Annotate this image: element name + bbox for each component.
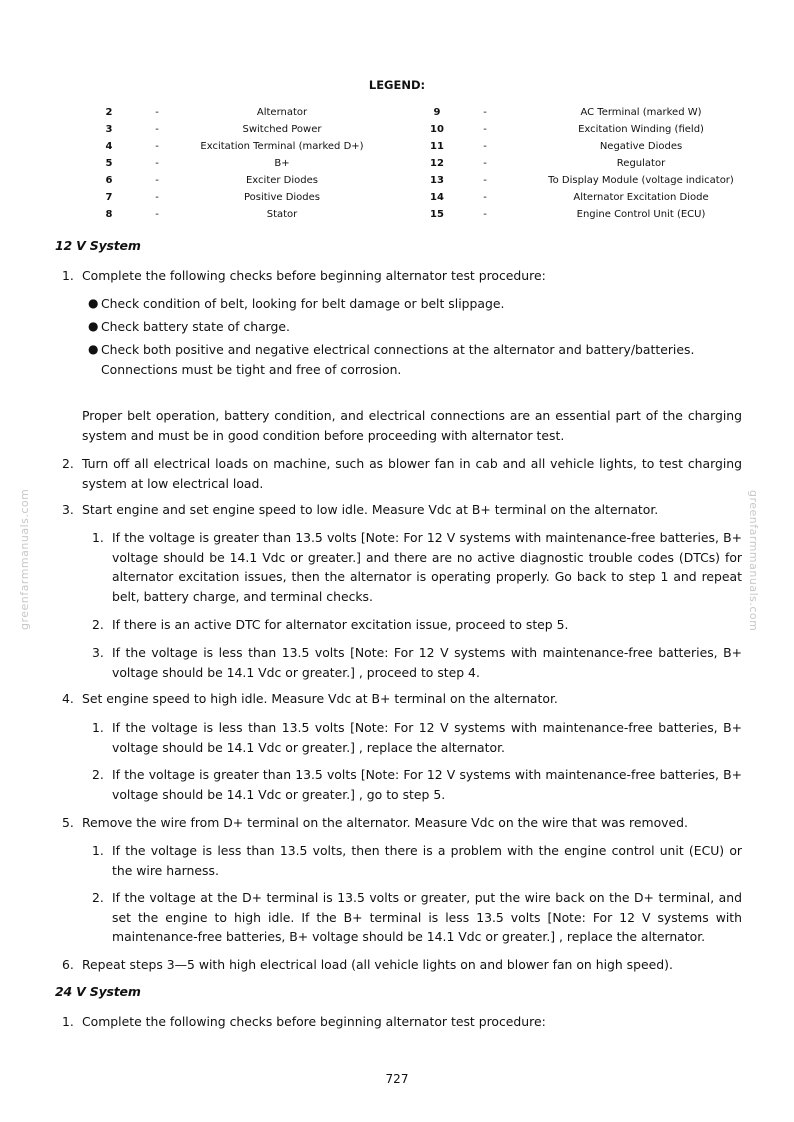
legend-gap — [380, 121, 416, 138]
legend-row — [88, 138, 770, 155]
legend-number: 7 — [105, 192, 113, 203]
legend-label: Alternator Excitation Diode — [573, 192, 709, 203]
legend-row — [88, 155, 770, 172]
page-number: 727 — [385, 1072, 409, 1086]
section-heading-12v: 12 V System — [55, 238, 141, 253]
step-text: Turn off all electrical loads on machine, such as blower fan in cab and all vehicle lights, to test charging system at low electrical load. — [82, 456, 742, 491]
bullet-text: Check both positive and negative electrical connections at the alternator and battery/batteries. Connections must be tight and free of corrosion. — [101, 342, 695, 377]
step-number: 2. — [62, 456, 74, 471]
substep-text: If the voltage is less than 13.5 volts [Note: For 12 V systems with maintenance-free batteries, B+ voltage should be 14.1 Vdc or greater.] , replace the alternator. — [112, 720, 742, 755]
legend-gap — [380, 155, 416, 172]
legend-label: Positive Diodes — [243, 192, 321, 203]
legend-dash: - — [483, 158, 487, 169]
step-number: 1. — [62, 1014, 74, 1029]
substep-number: 2. — [92, 890, 104, 905]
step-number: 6. — [62, 957, 74, 972]
substep-text: If the voltage at the D+ terminal is 13.5 volts or greater, put the wire back on the D+ terminal, and set the engine to high idle. If the B+ terminal is less 13.5 volts [Note: For 12 V systems with maintenance-free batteries, B+ voltage should be 14.1 Vdc or greater.] , replace the alternator. — [112, 890, 742, 944]
substep-text: If the voltage is greater than 13.5 volts [Note: For 12 V systems with maintenance-free batteries, B+ voltage should be 14.1 Vdc or greater.] , go to step 5. — [112, 767, 742, 802]
legend-row — [88, 121, 770, 138]
substep-text: If the voltage is less than 13.5 volts, then there is a problem with the engine control unit (ECU) or the wire harness. — [112, 843, 742, 878]
legend-row — [88, 189, 770, 206]
step-text: Repeat steps 3—5 with high electrical load (all vehicle lights on and blower fan on high speed). — [82, 957, 673, 972]
legend-row — [88, 104, 770, 121]
legend-dash: - — [483, 107, 487, 118]
step-text: Start engine and set engine speed to low idle. Measure Vdc at B+ terminal on the alternator. — [82, 502, 659, 517]
substep-text: If there is an active DTC for alternator excitation issue, proceed to step 5. — [112, 617, 569, 632]
legend-number: 12 — [430, 158, 444, 169]
substep-text: If the voltage is less than 13.5 volts [Note: For 12 V systems with maintenance-free batteries, B+ voltage should be 14.1 Vdc or greater.] , proceed to step 4. — [112, 645, 742, 680]
legend-row — [88, 172, 770, 189]
legend-gap — [380, 189, 416, 206]
legend-gap — [380, 104, 416, 121]
legend-number: 10 — [430, 124, 444, 135]
step-number: 4. — [62, 691, 74, 706]
bullet-icon: ● — [88, 319, 99, 333]
legend-label: B+ — [274, 158, 290, 169]
substep-number: 3. — [92, 645, 104, 660]
bullet-text: Check condition of belt, looking for belt damage or belt slippage. — [101, 296, 505, 311]
legend-label: Engine Control Unit (ECU) — [576, 209, 706, 220]
step-number: 1. — [62, 268, 74, 283]
watermark-left: greenfarmmanuals.com — [18, 488, 31, 630]
bullet-text: Check battery state of charge. — [101, 319, 290, 334]
legend-label: To Display Module (voltage indicator) — [548, 175, 734, 186]
substep-number: 2. — [92, 767, 104, 782]
step-text: Set engine speed to high idle. Measure Vdc at B+ terminal on the alternator. — [82, 691, 558, 706]
legend-number: 4 — [105, 141, 113, 152]
legend-label: Excitation Winding (field) — [578, 124, 704, 135]
legend-gap — [380, 138, 416, 155]
bullet-icon: ● — [88, 296, 99, 310]
legend-number: 14 — [430, 192, 444, 203]
substep-number: 1. — [92, 530, 104, 545]
legend-dash: - — [483, 175, 487, 186]
note-paragraph: Proper belt operation, battery condition, and electrical connections are an essential part of the charging system and must be in good condition before proceeding with alternator test. — [82, 408, 742, 443]
legend-dash: - — [155, 209, 159, 220]
step-text: Complete the following checks before beginning alternator test procedure: — [82, 1014, 546, 1029]
legend-label: Exciter Diodes — [245, 175, 318, 186]
legend-label: Stator — [266, 209, 298, 220]
substep-number: 2. — [92, 617, 104, 632]
step-number: 3. — [62, 502, 74, 517]
legend-label: Negative Diodes — [599, 141, 683, 152]
legend-number: 6 — [105, 175, 113, 186]
step-number: 5. — [62, 815, 74, 830]
bullet-icon: ● — [88, 342, 99, 356]
legend-gap — [380, 172, 416, 189]
legend-dash: - — [155, 158, 159, 169]
legend-dash: - — [155, 107, 159, 118]
substep-text: If the voltage is greater than 13.5 volts [Note: For 12 V systems with maintenance-free batteries, B+ voltage should be 14.1 Vdc or greater.] and there are no active diagnostic trouble codes (DTCs) for alternator excitation issues, then the alternator is operating properly. Go back to step 1 and repeat belt, battery charge, and terminal checks. — [112, 530, 742, 604]
legend-table — [88, 104, 770, 223]
legend-dash: - — [483, 209, 487, 220]
legend-label: Regulator — [616, 158, 666, 169]
legend-dash: - — [155, 141, 159, 152]
legend-number: 13 — [430, 175, 444, 186]
legend-label: Alternator — [256, 107, 308, 118]
legend-dash: - — [155, 192, 159, 203]
legend-number: 11 — [430, 141, 444, 152]
legend-number: 5 — [105, 158, 113, 169]
watermark-right: greenfarmmanuals.com — [747, 490, 760, 632]
legend-label: Switched Power — [242, 124, 322, 135]
legend-label: Excitation Terminal (marked D+) — [200, 141, 364, 152]
legend-gap — [380, 206, 416, 223]
legend-dash: - — [155, 124, 159, 135]
legend-dash: - — [483, 192, 487, 203]
legend-dash: - — [483, 124, 487, 135]
step-text: Complete the following checks before beginning alternator test procedure: — [82, 268, 546, 283]
section-heading-24v: 24 V System — [55, 984, 141, 999]
legend-number: 3 — [105, 124, 113, 135]
substep-number: 1. — [92, 720, 104, 735]
legend-dash: - — [155, 175, 159, 186]
step-text: Remove the wire from D+ terminal on the alternator. Measure Vdc on the wire that was removed. — [82, 815, 688, 830]
legend-label: AC Terminal (marked W) — [580, 107, 702, 118]
legend-number: 2 — [105, 107, 113, 118]
legend-number: 15 — [430, 209, 444, 220]
legend-number: 9 — [433, 107, 441, 118]
substep-number: 1. — [92, 843, 104, 858]
legend-row — [88, 206, 770, 223]
legend-title: LEGEND: — [368, 78, 426, 92]
legend-dash: - — [483, 141, 487, 152]
legend-number: 8 — [105, 209, 113, 220]
